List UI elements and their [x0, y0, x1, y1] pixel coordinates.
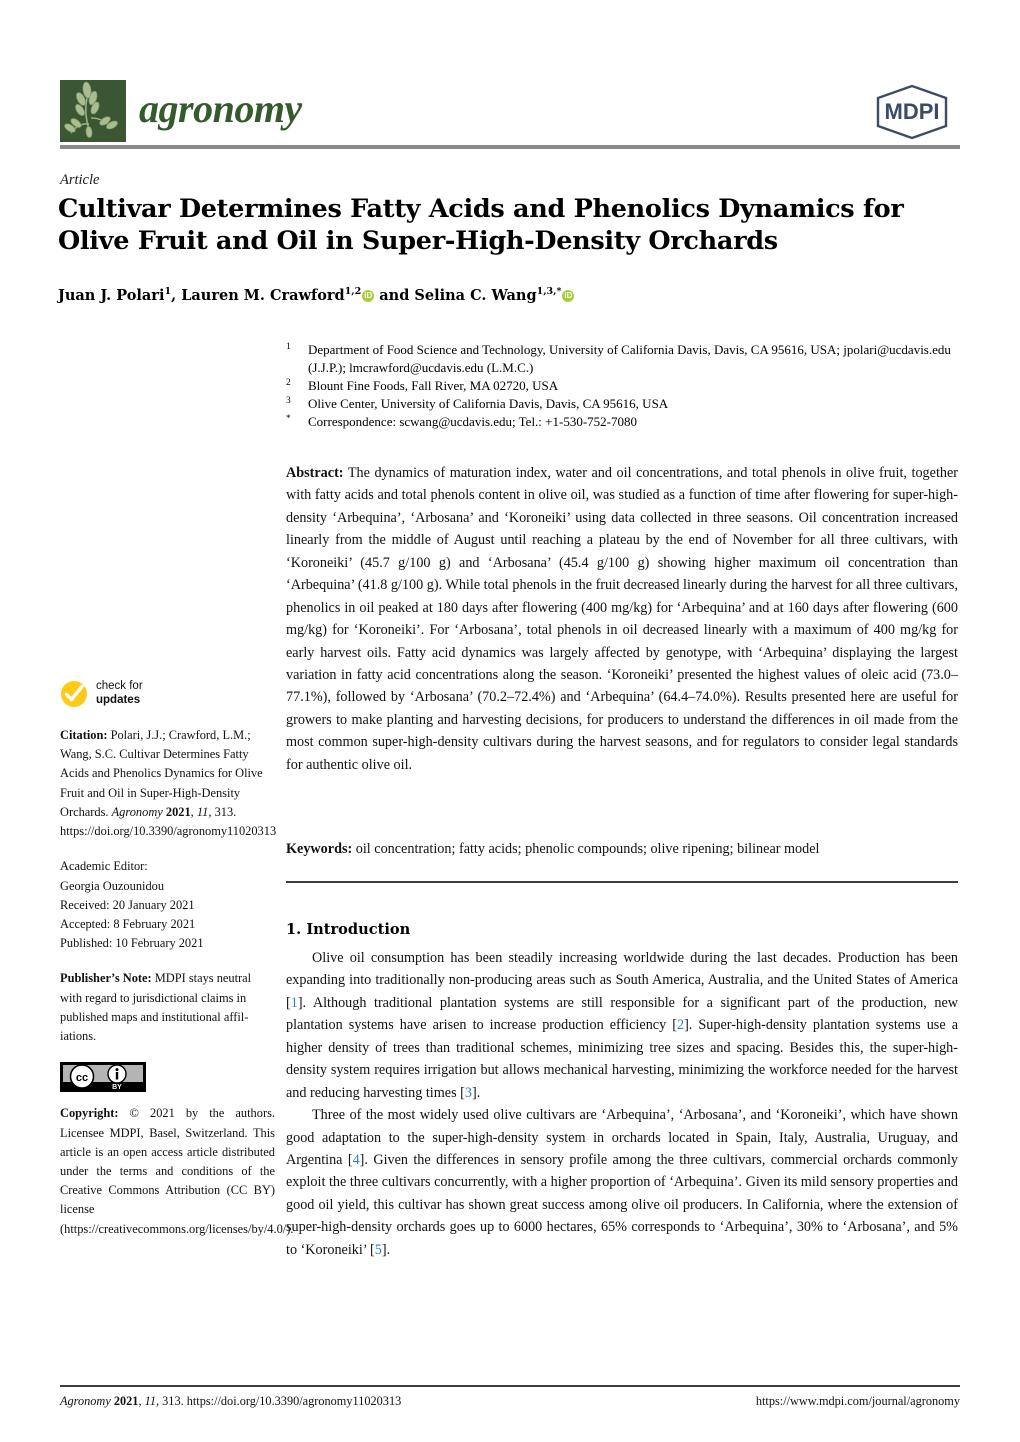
citation-doi[interactable]: https://doi.org/10.3390/agronomy11020313	[60, 824, 277, 839]
affiliation-marker: 2	[286, 377, 291, 388]
orcid-icon[interactable]: iD	[564, 290, 573, 300]
affiliation-row	[286, 413, 958, 431]
publisher-note-label: Publisher’s Note:	[60, 971, 152, 986]
affiliation-row	[286, 341, 958, 376]
citation-year: 2021	[165, 804, 191, 819]
page-footer	[60, 1394, 960, 1409]
check-for-updates-label	[96, 680, 143, 708]
creative-commons-by-icon[interactable]	[60, 1062, 146, 1092]
affiliation-marker: *	[286, 413, 291, 424]
affiliation-text: Department of Food Science and Technology, University of California Davis, Davis, CA 95616, USA; jpolari@ucdavis.edu (J.J.P.); lmcrawford@ucdavis.edu (L.M.C.)	[308, 342, 951, 375]
citation-label: Citation:	[60, 728, 108, 742]
section-body-introduction	[286, 947, 958, 1261]
affiliation-row	[286, 395, 958, 413]
orcid-icon[interactable]: iD	[364, 290, 373, 300]
abstract-block	[286, 462, 958, 776]
affiliation-marker: 3	[286, 395, 291, 406]
footer-volume: 11	[144, 1394, 156, 1408]
affiliation-text: Olive Center, University of California Davis, Davis, CA 95616, USA	[308, 395, 669, 411]
author-name-1[interactable]: Juan J. Polari	[58, 286, 165, 304]
published-date: Published: 10 February 2021	[60, 936, 204, 951]
citation-ref[interactable]: 5	[374, 1241, 382, 1258]
footer-journal-url[interactable]: https://www.mdpi.com/journal/agronomy	[755, 1394, 960, 1408]
check-for-updates-badge[interactable]	[60, 680, 275, 708]
citation-ref[interactable]: 2	[676, 1017, 685, 1034]
academic-editor-block	[60, 857, 275, 953]
section-heading-introduction: 1. Introduction	[286, 921, 411, 938]
citation-ref[interactable]: 4	[352, 1151, 360, 1168]
author-sup-1: 1	[164, 286, 172, 297]
cfu-line1: check for	[96, 680, 143, 693]
copyright-label: Copyright:	[60, 1106, 119, 1121]
journal-header	[60, 78, 960, 148]
citation-block: Citation: Polari, J.J.; Crawford, L.M.; Wang, S.C. Cultivar Determines Fatty Acids and Phenolics Dynamics for Olive Fruit and Oil in Super-High-Density Orchards. Agronomy 2021, 11, 313. https://doi.org/10.3390/agronomy11020313	[60, 728, 277, 839]
paragraph: Three of the most widely used olive cultivars are ‘Arbequina’, ‘Arbosana’, and ‘Koroneiki’, which have shown good adaptation to the super-high-density system in orchards located in Spain, Italy, Australia, Uruguay, and Argentina [4]. Given the differences in sensory profile among the three cultivars, commercial orchards commonly exploit the three cultivars concurrently, with a higher proportion of ‘Arbequina’. Given its mild sensory properties and good oil yield, this cultivar has shown great success among olive oil producers. In California, where the extension of super-high-density orchards goes up to 6000 hectares, 65% corresponds to ‘Arbequina’, 30% to ‘Arbosana’, and 5% to ‘Koroneiki’ [5].	[286, 1107, 959, 1258]
abstract-label: Abstract:	[286, 465, 344, 481]
keywords-block	[286, 838, 958, 860]
author-name-3[interactable]: Selina C. Wang	[414, 286, 537, 304]
journal-logo[interactable]	[60, 80, 302, 142]
publisher-note-block	[60, 969, 275, 1046]
svg-text:BY: BY	[112, 1084, 122, 1092]
citation-ref[interactable]: 3	[464, 1084, 472, 1101]
footer-journal: Agronomy	[60, 1394, 111, 1408]
citation-volume: 11	[196, 804, 209, 819]
author-sup-2: 1,2	[344, 286, 362, 297]
citation-ref[interactable]: 1	[290, 994, 298, 1011]
svg-text:cc: cc	[75, 1072, 89, 1085]
footer-year: 2021	[113, 1394, 139, 1408]
citation-text: Polari, J.J.; Crawford, L.M.; Wang, S.C. Cultivar Determines Fatty Acids and Phenolics Dynamics for Olive Fruit and Oil in Super-High-Density Orchards.	[60, 728, 263, 819]
footer-divider	[60, 1385, 960, 1387]
affiliation-text: Blount Fine Foods, Fall River, MA 02720, USA	[308, 377, 559, 393]
sidebar	[60, 680, 294, 1255]
svg-text:MDPI: MDPI	[884, 99, 940, 124]
accepted-date: Accepted: 8 February 2021	[60, 916, 196, 931]
keywords-label: Keywords:	[286, 841, 353, 857]
correspondence-text: Correspondence: scwang@ucdavis.edu; Tel.: +1-530-752-7080	[308, 413, 637, 429]
cfu-line2: updates	[96, 694, 141, 706]
academic-editor-name: Georgia Ouzounidou	[60, 878, 165, 893]
keywords-text: oil concentration; fatty acids; phenolic compounds; olive ripening; bilinear model	[355, 841, 820, 857]
academic-editor-label: Academic Editor:	[60, 859, 148, 874]
page-title: Cultivar Determines Fatty Acids and Phenolics Dynamics for Olive Fruit and Oil in Super-High-Density Orchards	[58, 194, 904, 256]
footer-citation: Agronomy 2021, 11, 313. https://doi.org/10.3390/agronomy11020313	[60, 1394, 402, 1408]
affiliation-marker: 1	[286, 342, 291, 352]
copyright-text: © 2021 by the authors. Licensee MDPI, Basel, Switzerland. This article is an open access article distributed under the terms and conditions of the Creative Commons Attribution (CC BY) license (https://creativecommons.org/licenses/by/4.0/).	[60, 1106, 294, 1236]
copyright-block	[60, 1104, 294, 1239]
affiliation-row	[286, 377, 958, 395]
footer-rest: , 313. https://doi.org/10.3390/agronomy11020313	[156, 1394, 402, 1408]
author-name-2[interactable]: Lauren M. Crawford	[181, 286, 345, 304]
author-sep-1: ,	[171, 286, 182, 304]
paragraph: Olive oil consumption has been steadily increasing worldwide during the last decades. Production has been expanding into traditionally non-producing areas such as South America, Australia, and the United States of America [1]. Although traditional plantation systems are still responsible for a significant part of the production, new plantation systems have arisen to increase production efficiency [2]. Super-high-density plantation systems use a higher density of trees than traditional schemes, minimizing tree sizes and spacing. Besides this, the super-high-density system requires irrigation but allows mechanical harvesting, minimizing the workforce needed for the harvest and reducing harvesting times [3].	[286, 950, 958, 1101]
citation-journal: Agronomy	[111, 804, 163, 819]
abstract-text: The dynamics of maturation index, water and oil concentrations, and total phenols in olive fruit, together with fatty acids and total phenols content in olive oil, was studied as a function of time after flowering for super-high-density ‘Arbequina’, ‘Arbosana’ and ‘Koroneiki’ using data collected in three seasons. Oil concentration increased linearly from the middle of August until reaching a plateau by the end of November for all three cultivars, with ‘Koroneiki’ (45.7 g/100 g) and ‘Arbosana’ (45.4 g/100 g) showing higher maximum oil concentration than ‘Arbequina’ (41.8 g/100 g). While total phenols in the fruit decreased linearly during the harvest for all three cultivars, phenolics in oil peaked at 180 days after flowering (400 mg/kg) for ‘Arbequina’ and at 160 days after flowering (600 mg/kg) for ‘Koroneiki’. For ‘Arbosana’, total phenols in oil decreased linearly with a maximum of 400 mg/kg for early harvest oils. Fatty acid dynamics was largely affected by genotype, with ‘Arbequina’ displaying the largest variation in fatty acid concentrations along the season. ‘Koroneiki’ presented the highest values of oleic acid (73.0–77.1%), followed by ‘Arbosana’ (70.2–72.4%) and ‘Arbequina’ (64.4–74.0%). Results presented here are useful for growers to make planting and harvesting decisions, for producers to understand the differences in oil made from the most common super-high-density cultivars during the harvest seasons, and for regulators to consider legal standards for authentic olive oil.	[286, 465, 958, 773]
citation-article-number: 313	[214, 804, 234, 819]
author-list	[58, 286, 948, 304]
received-date: Received: 20 January 2021	[60, 897, 195, 912]
author-sup-3: 1,3,*	[536, 286, 562, 297]
journal-wordmark: agronomy	[139, 86, 302, 131]
publisher-note-text: MDPI stays neutral with regard to jurisdictional claims in published maps and institutional affil-iations.	[60, 971, 252, 1044]
header-divider	[60, 145, 960, 149]
wheat-stalk-icon	[60, 80, 126, 142]
mdpi-logo[interactable]	[864, 82, 960, 142]
affiliations-block	[286, 341, 958, 431]
article-type-label: Article	[60, 172, 100, 188]
checkmark-badge-icon	[60, 680, 88, 708]
abstract-divider	[286, 881, 958, 883]
author-and: and	[379, 286, 410, 304]
